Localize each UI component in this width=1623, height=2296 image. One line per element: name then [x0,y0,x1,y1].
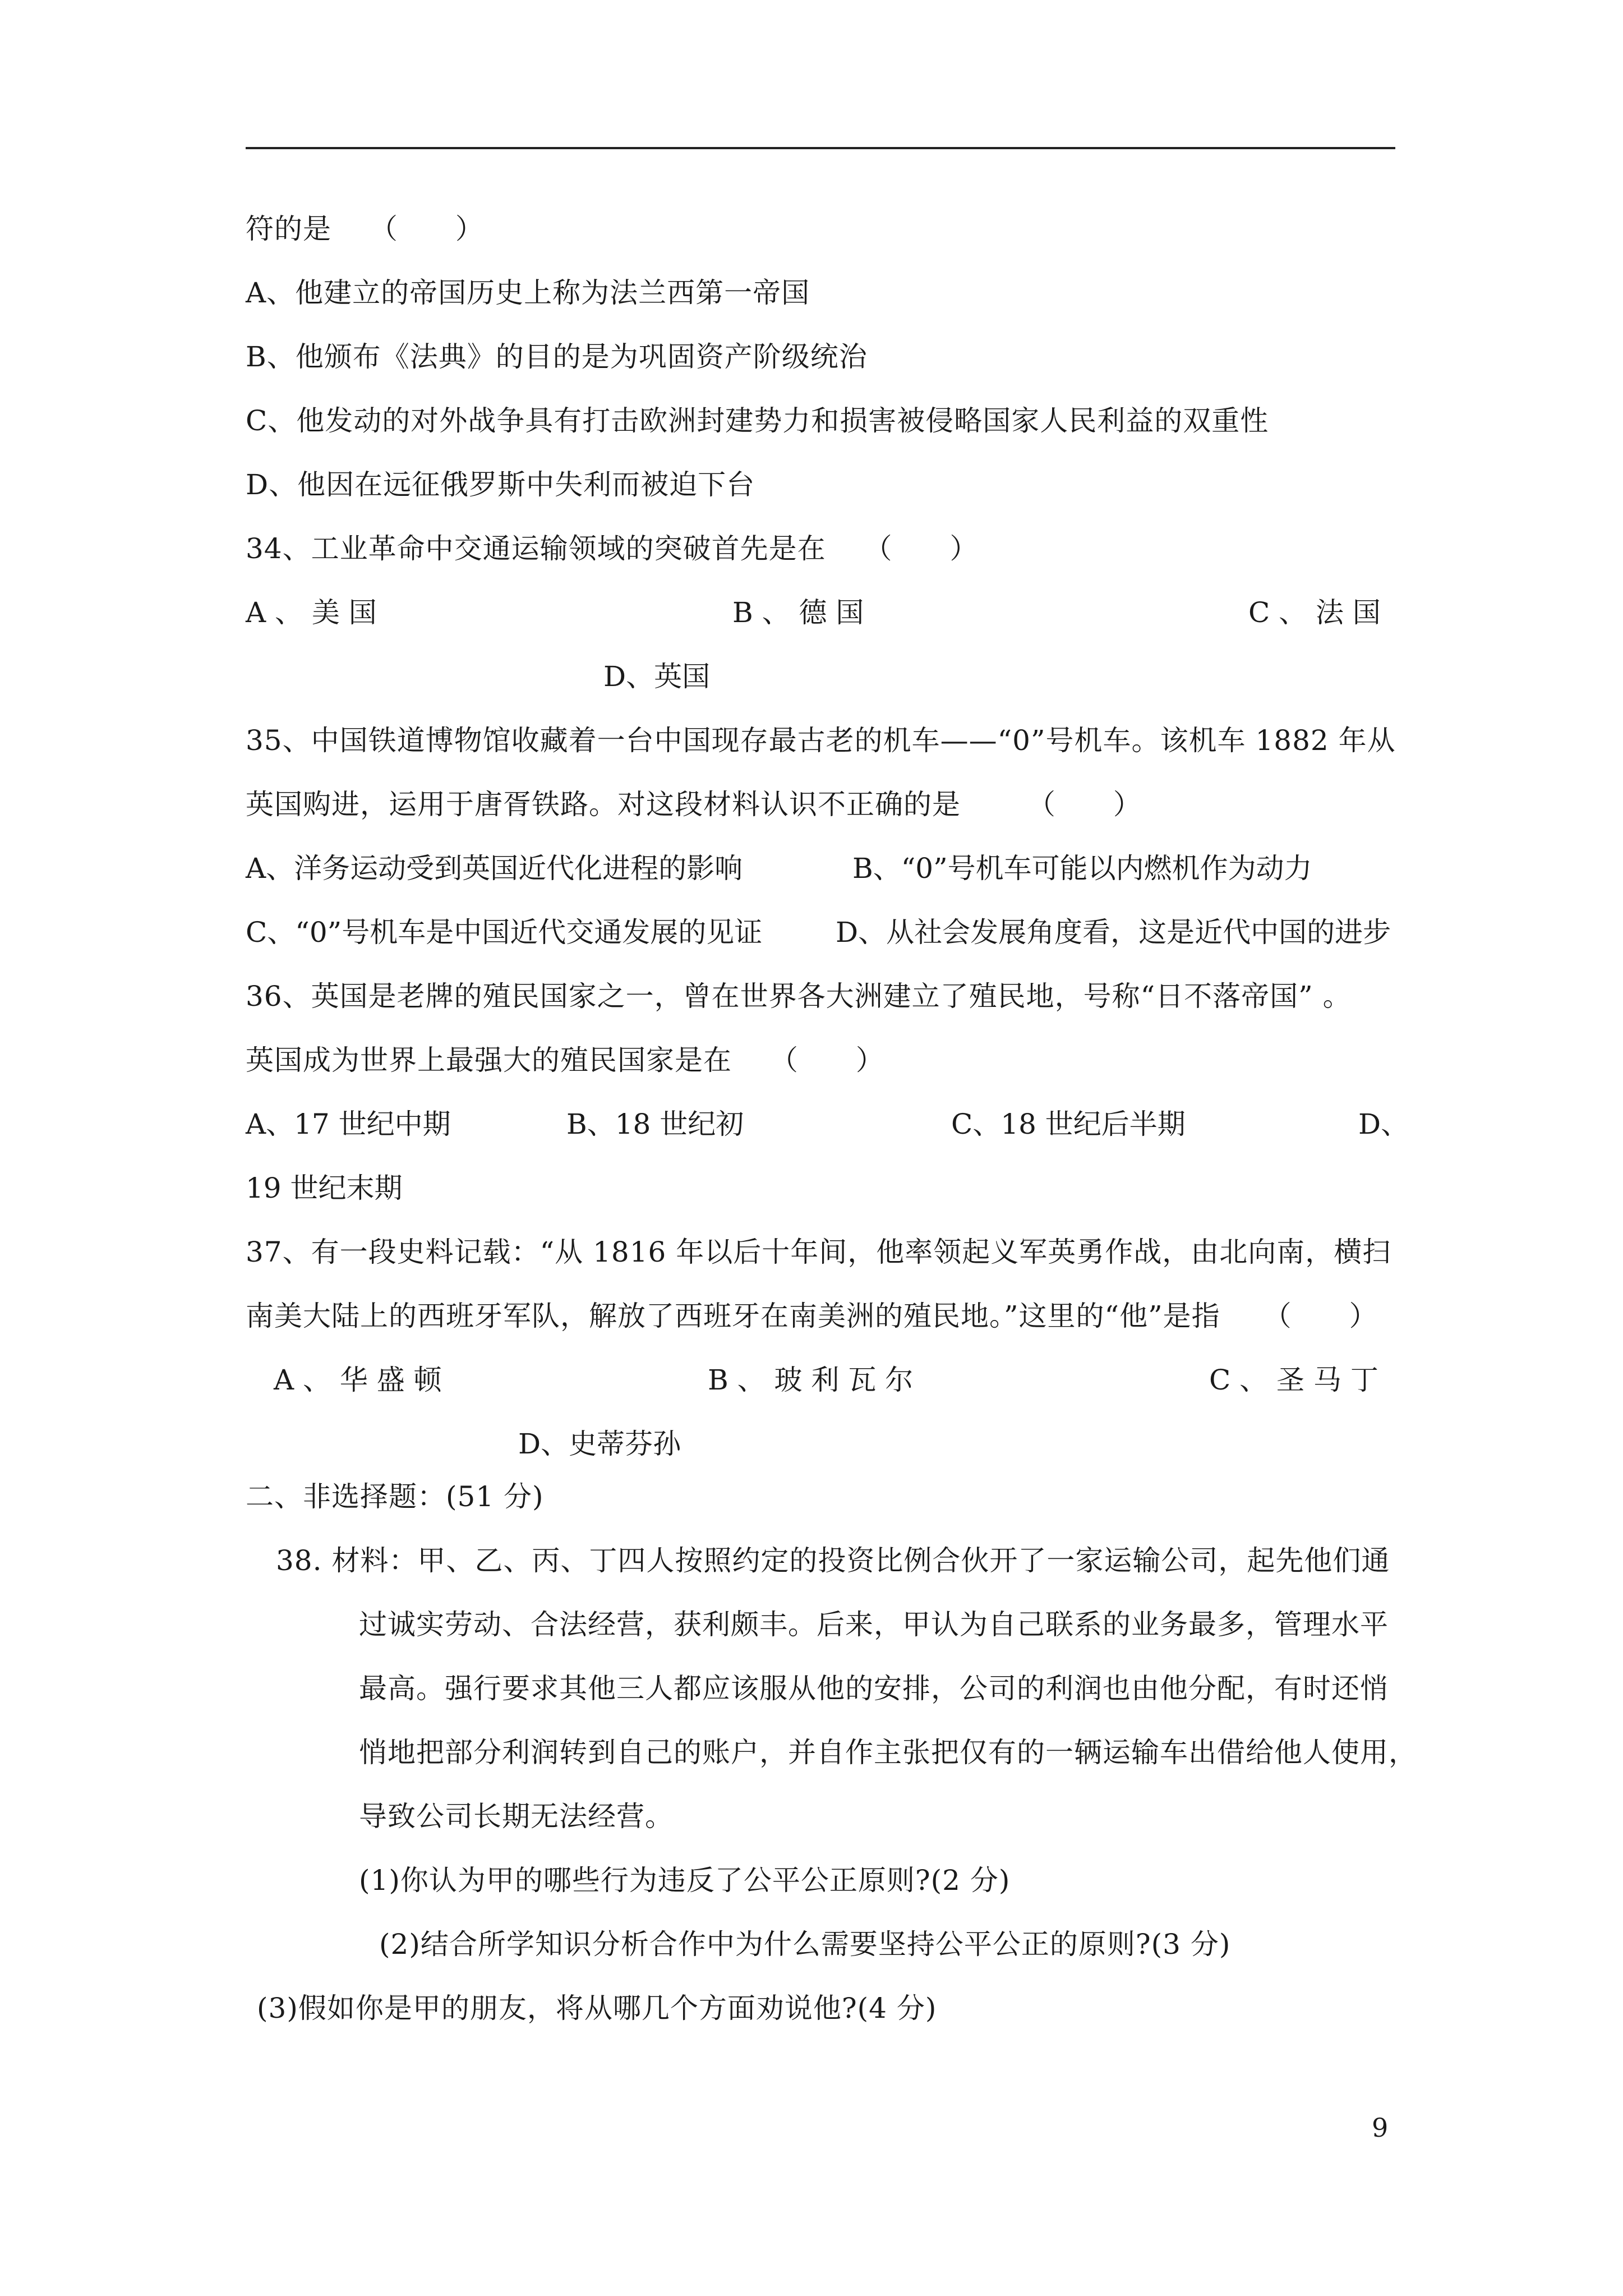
q37-stem-line1: 37、有一段史料记载：“从 1816 年以后十年间，他率领起义军英勇作战，由北向南，横扫 [246,1236,1391,1268]
q33-option-d: D、他因在远征俄罗斯中失利而被迫下台 [246,468,755,501]
q38-subquestion-2: (2)结合所学知识分析合作中为什么需要坚持公平公正的原则?(3 分) [379,1928,1231,1961]
q33-option-b: B、他颁布《法典》的目的是为巩固资产阶级统治 [246,341,868,373]
q37-option-a: A 、 华 盛 顿 [274,1364,442,1396]
q36-option-b: B、18 世纪初 [566,1108,744,1140]
q38-material-line3: 最高。强行要求其他三人都应该服从他的安排，公司的利润也由他分配，有时还悄 [359,1672,1389,1705]
q34-option-d: D、英国 [603,660,711,693]
q36-option-d-prefix: D、 [1358,1108,1409,1140]
q34-option-c: C 、 法 国 [1248,596,1381,629]
q35-option-a: A、洋务运动受到英国近代化进程的影响 [246,852,743,885]
q38-material-line5: 导致公司长期无法经营。 [359,1800,674,1833]
q34-option-b: B 、 德 国 [732,596,864,629]
q38-material-line2: 过诚实劳动、合法经营，获利颇丰。后来，甲认为自己联系的业务最多，管理水平 [359,1608,1389,1641]
q35-stem-line2: 英国购进，运用于唐胥铁路。对这段材料认识不正确的是 （ ） [246,788,1142,821]
page-number: 9 [1372,2113,1389,2143]
q38-material-line4: 悄地把部分利润转到自己的账户，并自作主张把仅有的一辆运输车出借给他人使用， [359,1736,1417,1769]
q33-stem-tail: 符的是 （ ） [246,213,484,245]
q36-option-d-text: 19 世纪末期 [246,1172,403,1204]
q38-material-line1: 38. 材料：甲、乙、丙、丁四人按照约定的投资比例合伙开了一家运输公司，起先他们通 [276,1544,1390,1577]
q37-option-c: C 、 圣 马 丁 [1209,1364,1378,1396]
q38-subquestion-3: (3)假如你是甲的朋友，将从哪几个方面劝说他?(4 分) [257,1992,937,2024]
q35-stem-line1: 35、中国铁道博物馆收藏着一台中国现存最古老的机车——“0”号机车。该机车 1882 年从 [246,724,1396,757]
header-rule [246,147,1395,149]
q36-stem-line2: 英国成为世界上最强大的殖民国家是在 （ ） [246,1044,884,1076]
q36-option-c: C、18 世纪后半期 [951,1108,1186,1140]
q34-stem: 34、工业革命中交通运输领域的突破首先是在 （ ） [246,532,979,565]
section-2-heading: 二、非选择题：(51 分) [246,1480,544,1513]
q37-stem-line2: 南美大陆上的西班牙军队，解放了西班牙在南美洲的殖民地。”这里的“他”是指 （ ） [246,1300,1378,1332]
q36-stem-line1: 36、英国是老牌的殖民国家之一，曾在世界各大洲建立了殖民地，号称“日不落帝国” 。 [246,980,1352,1013]
q35-option-c: C、“0”号机车是中国近代交通发展的见证 [246,916,763,949]
q34-option-a: A 、 美 国 [246,596,377,629]
q35-option-d: D、从社会发展角度看，这是近代中国的进步 [836,916,1391,949]
q33-option-c: C、他发动的对外战争具有打击欧洲封建势力和损害被侵略国家人民利益的双重性 [246,404,1269,437]
q33-option-a: A、他建立的帝国历史上称为法兰西第一帝国 [246,277,810,309]
q36-option-a: A、17 世纪中期 [246,1108,451,1140]
q37-option-d: D、史蒂芬孙 [518,1428,681,1460]
q38-subquestion-1: (1)你认为甲的哪些行为违反了公平公正原则?(2 分) [359,1864,1011,1897]
q35-option-b: B、“0”号机车可能以内燃机作为动力 [852,852,1312,885]
q37-option-b: B 、 玻 利 瓦 尔 [708,1364,914,1396]
